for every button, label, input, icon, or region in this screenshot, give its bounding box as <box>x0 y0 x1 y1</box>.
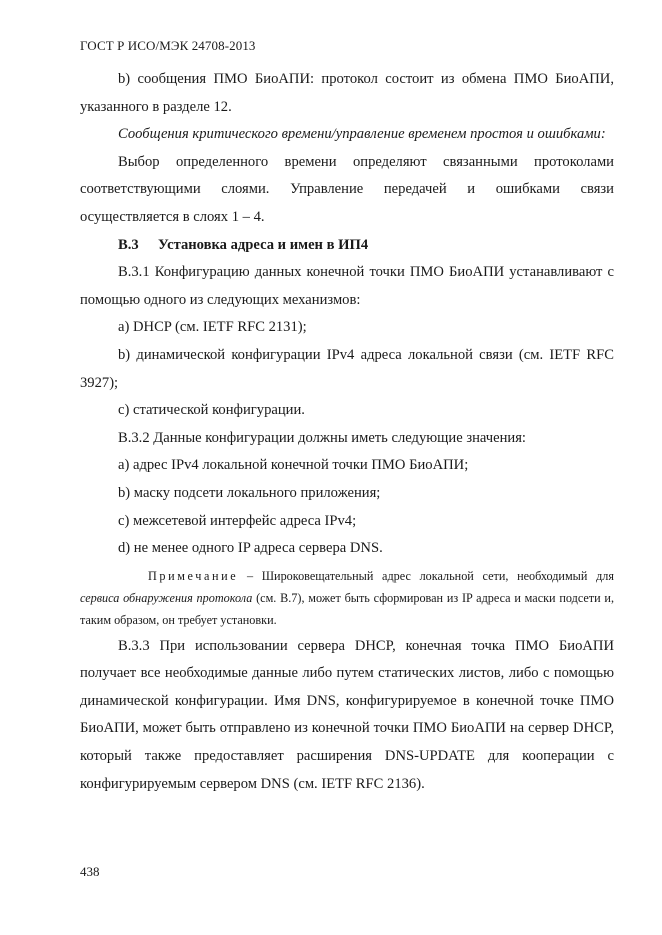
note-text: – Широковещательный адрес локальной сети, необходимый для <box>238 568 614 583</box>
document-body <box>80 66 614 798</box>
list-item: a) адрес IPv4 локальной конечной точки ПМО БиоАПИ; <box>118 457 469 474</box>
list-item: c) статической конфигурации. <box>118 402 305 419</box>
note-label: Примечание <box>148 568 239 583</box>
section-title: Установка адреса и имен в ИП4 <box>158 236 369 253</box>
paragraph-time-selection: Выбор определенного времени определяют связанными протоколами соответствующими слоями. Управление передачей и ошибками связи осуществляется в слоях 1 – 4. <box>80 153 614 225</box>
list-item: a) DHCP (см. IETF RFC 2131); <box>118 319 307 336</box>
list-item: c) межсетевой интерфейс адреса IPv4; <box>118 512 357 529</box>
note-block <box>80 565 614 631</box>
paragraph-b33: B.3.3 При использовании сервера DHCP, конечная точка ПМО БиоАПИ получает все необходимые данные либо путем статических листов, либо с помощью динамической конфигурации. Имя DNS, конфигурируемое в конечной точке ПМО БиоАПИ, может быть отправлено из конечной точки ПМО БиоАПИ на сервер DHCP, который также предоставляет расширения DNS-UPDATE для кооперации с конфигурируемым сервером DNS (см. IETF RFC 2136). <box>80 637 614 792</box>
list-item: d) не менее одного IP адреса сервера DNS. <box>118 540 383 557</box>
list-item: b) динамической конфигурации IPv4 адреса локальной связи (см. IETF RFC 3927); <box>80 346 614 391</box>
paragraph-b31: B.3.1 Конфигурацию данных конечной точки ПМО БиоАПИ устанавливают с помощью одного из следующих механизмов: <box>80 264 614 308</box>
note-text-continued: (см. B.7), может быть сформирован из IP адреса и маски подсети и, таким образом, он требует установки. <box>80 590 614 627</box>
paragraph-b32: B.3.2 Данные конфигурации должны иметь следующие значения: <box>118 429 526 446</box>
section-number: B.3 <box>118 236 139 253</box>
document-header: ГОСТ Р ИСО/МЭК 24708-2013 <box>80 38 256 53</box>
paragraph-messages: b) сообщения ПМО БиоАПИ: протокол состоит из обмена ПМО БиоАПИ, указанного в разделе 12. <box>80 71 614 115</box>
list-item: b) маску подсети локального приложения; <box>118 484 381 501</box>
note-italic-term: сервиса обнаружения протокола <box>80 590 253 605</box>
page-number: 438 <box>80 864 100 879</box>
section-heading <box>80 232 614 260</box>
paragraph-italic-heading: Сообщения критического времени/управление временем простоя и ошибками: <box>118 126 606 143</box>
